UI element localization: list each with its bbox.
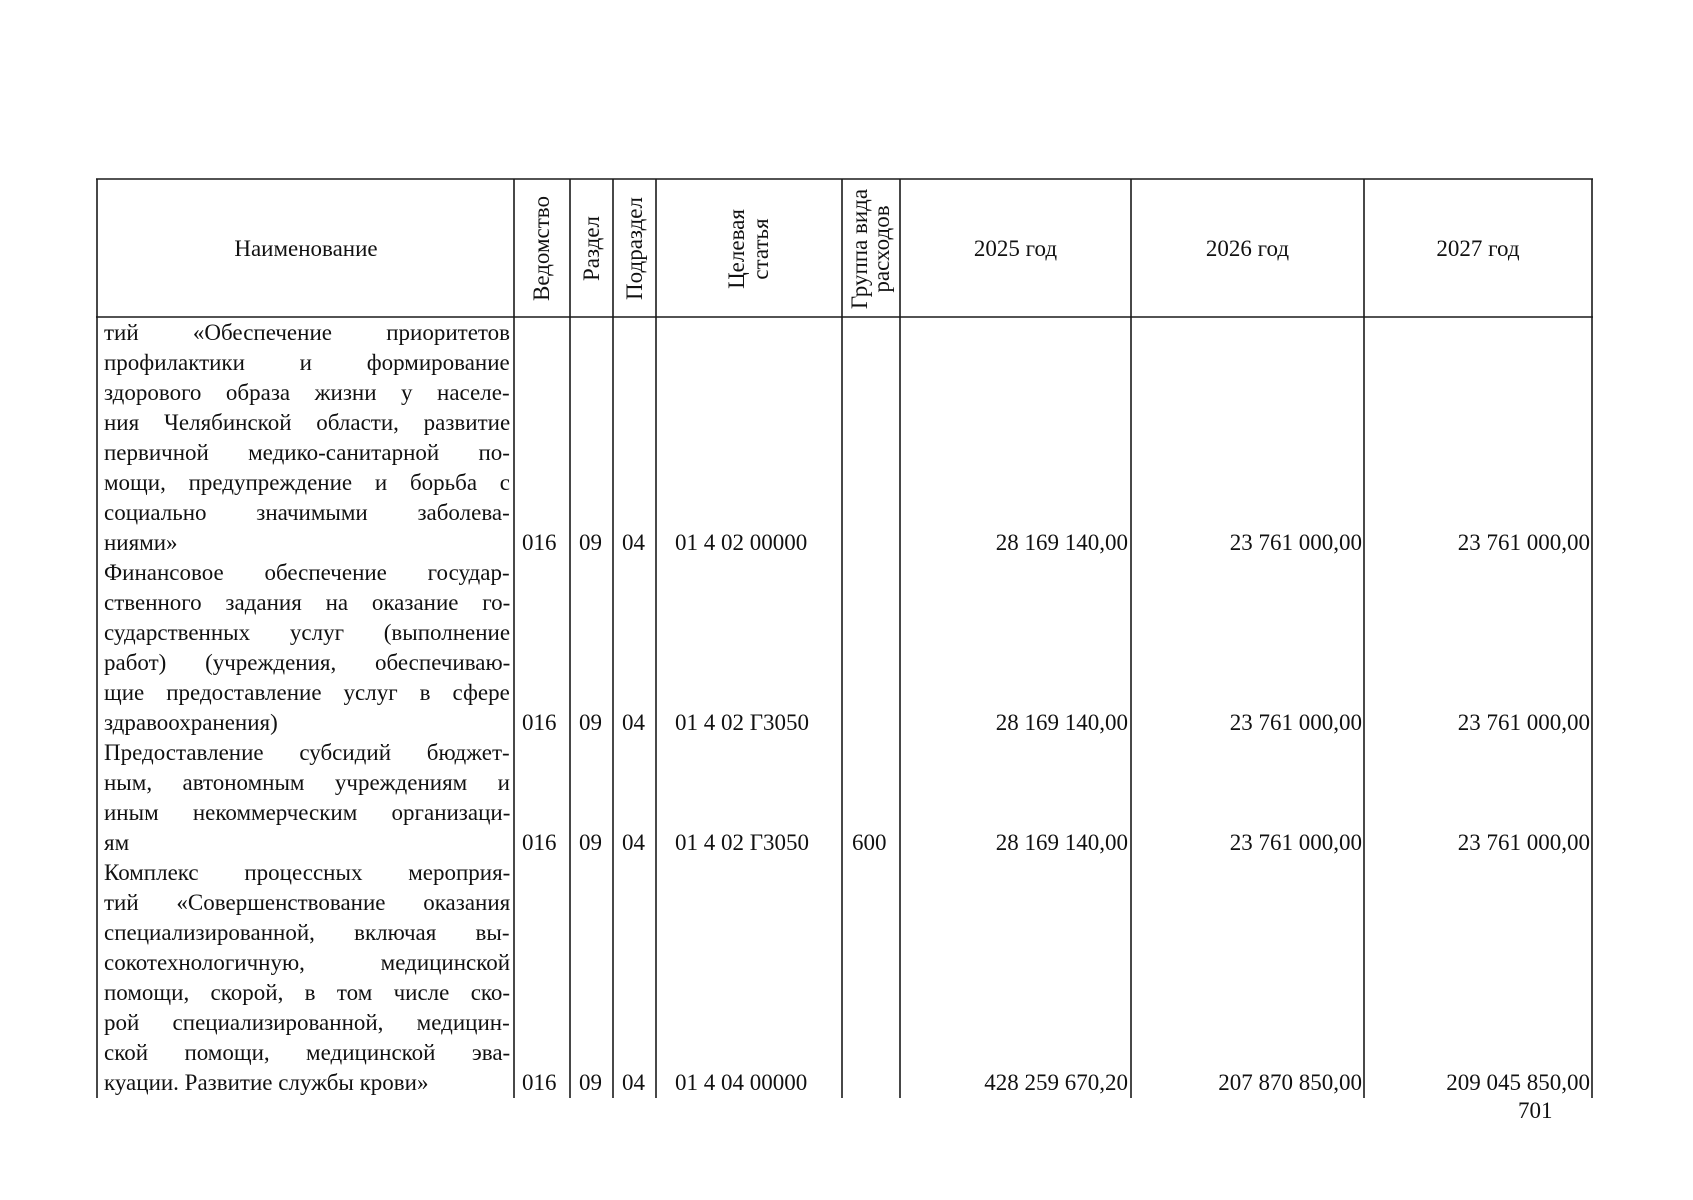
row-1-name-line-4: щие предоставление услуг в сфере: [104, 680, 510, 705]
row-0-name-line-2: здорового образа жизни у населе-: [104, 380, 510, 405]
row-0-name-line-4: первичной медико-санитарной по-: [104, 440, 510, 465]
header-2026: 2026 год: [1205, 235, 1290, 261]
row-1-podrazdel: 04: [622, 710, 645, 735]
header-vedomstvo-text: Ведомство: [529, 195, 555, 302]
row-3-vedomstvo: 016: [522, 1070, 557, 1095]
row-3-name-line-3: сокотехнологичную, медицинской: [104, 950, 511, 975]
row-1-name: [104, 558, 510, 738]
row-0-name-line-1: профилактики и формирование: [104, 350, 510, 375]
header-gruppa: [842, 180, 900, 317]
header-gruppa-line2: расходов: [869, 204, 895, 293]
row-3-name-line-4: помощи, скорой, в том числе ско-: [104, 980, 511, 1005]
row-2-gruppa: 600: [852, 830, 887, 855]
row-1-name-line-3: работ) (учреждения, обеспечиваю-: [104, 650, 511, 675]
row-2-name-line-3: ям: [104, 830, 130, 855]
row-3-name-line-7: куации. Развитие службы крови»: [104, 1070, 429, 1095]
row-0-podrazdel: 04: [622, 530, 645, 555]
header-podrazdel-text: Подраздел: [622, 197, 648, 300]
row-0-vedomstvo: 016: [522, 530, 557, 555]
row-2-2025: 28 169 140,00: [995, 830, 1128, 855]
row-2-vedomstvo: 016: [522, 830, 557, 855]
row-0-name-line-3: ния Челябинской области, развитие: [104, 410, 511, 435]
header-podrazdel: [613, 180, 656, 317]
row-2-tselevaya: 01 4 02 Г3050: [675, 830, 810, 855]
header-gruppa-line1: Группа вида: [847, 188, 873, 309]
row-2-2026: 23 761 000,00: [1229, 830, 1362, 855]
row-3-podrazdel: 04: [622, 1070, 645, 1095]
header-tselevaya: [656, 180, 842, 317]
row-2-podrazdel: 04: [622, 830, 645, 855]
row-3-name-line-0: Комплекс процессных мероприя-: [104, 860, 511, 885]
header-2025: 2025 год: [973, 235, 1058, 261]
header-tselevaya-text: [725, 209, 773, 289]
row-0-2027: 23 761 000,00: [1457, 530, 1590, 555]
row-3-razdel: 09: [579, 1070, 602, 1095]
row-0-2026: 23 761 000,00: [1229, 530, 1362, 555]
header-2027: 2027 год: [1436, 235, 1520, 261]
row-1-name-line-5: здравоохранения): [104, 710, 278, 735]
row-0-2025: 28 169 140,00: [995, 530, 1128, 555]
row-1-razdel: 09: [579, 710, 602, 735]
row-3-2026: 207 870 850,00: [1218, 1070, 1362, 1095]
row-3-name-line-5: рой специализированной, медицин-: [104, 1010, 510, 1035]
row-3-tselevaya: 01 4 04 00000: [675, 1070, 808, 1095]
row-0-razdel: 09: [579, 530, 602, 555]
row-1-vedomstvo: 016: [522, 710, 557, 735]
header-name: Наименование: [234, 235, 378, 261]
header-razdel: [570, 180, 613, 317]
row-2-2027: 23 761 000,00: [1457, 830, 1590, 855]
row-0-tselevaya: 01 4 02 00000: [675, 530, 808, 555]
row-2-name-line-1: ным, автономным учреждениям и: [104, 770, 510, 795]
row-3-name-line-2: специализированной, включая вы-: [104, 920, 510, 945]
header-tselevaya-line1: Целевая: [723, 208, 749, 289]
header-tselevaya-line2: статья: [747, 217, 773, 280]
row-2-name: [104, 738, 510, 858]
row-1-2027: 23 761 000,00: [1457, 710, 1590, 735]
row-0-name-line-0: тий «Обеспечение приоритетов: [104, 320, 511, 345]
row-3-name-line-1: тий «Совершенствование оказания: [104, 890, 511, 915]
row-1-2026: 23 761 000,00: [1229, 710, 1362, 735]
row-1-2025: 28 169 140,00: [995, 710, 1128, 735]
row-0-name-line-5: мощи, предупреждение и борьба с: [104, 470, 511, 495]
row-2-name-line-0: Предоставление субсидий бюджет-: [104, 740, 510, 765]
row-1-tselevaya: 01 4 02 Г3050: [675, 710, 810, 735]
row-1-name-line-1: ственного задания на оказание го-: [104, 590, 511, 615]
row-3-name-line-6: ской помощи, медицинской эва-: [104, 1040, 511, 1065]
row-0-name-line-7: ниями»: [104, 530, 178, 555]
page-number: 701: [1518, 1098, 1553, 1123]
row-2-razdel: 09: [579, 830, 602, 855]
row-3-name: [104, 858, 510, 1098]
header-vedomstvo: [514, 180, 570, 317]
row-3-2027: 209 045 850,00: [1446, 1070, 1590, 1095]
row-1-name-line-2: сударственных услуг (выполнение: [104, 620, 511, 645]
row-0-name-line-6: социально значимыми заболева-: [104, 500, 510, 525]
row-3-2025: 428 259 670,20: [984, 1070, 1128, 1095]
row-1-name-line-0: Финансовое обеспечение государ-: [104, 560, 510, 585]
budget-table: [96, 178, 1593, 1098]
row-0-name: [104, 318, 510, 558]
row-2-name-line-2: иным некоммерческим организаци-: [104, 800, 511, 825]
header-gruppa-text: [849, 188, 893, 308]
header-razdel-text: Раздел: [579, 215, 604, 282]
